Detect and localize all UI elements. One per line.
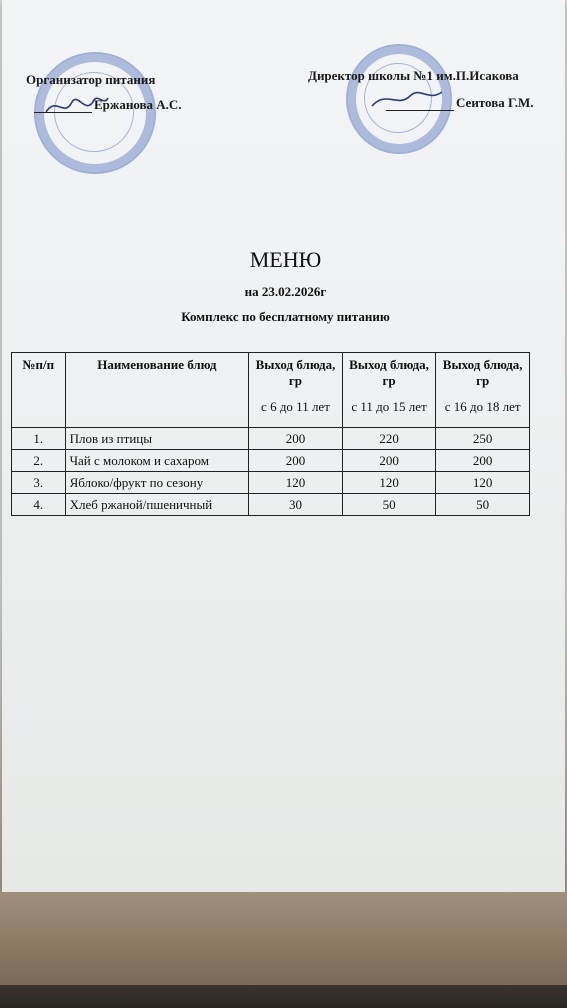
organizer-name: Ержанова А.С. [94, 97, 182, 112]
page-title: МЕНЮ [249, 247, 322, 272]
table-row [12, 428, 530, 450]
table-row [12, 450, 530, 472]
portion-16-18: 250 [436, 428, 530, 450]
portion-16-18: 200 [436, 450, 530, 472]
organizer-sign-line [34, 112, 92, 113]
director-name: Сеитова Г.М. [456, 95, 534, 110]
portion-16-18: 120 [436, 472, 530, 494]
row-num: 2. [12, 450, 66, 472]
document-page [2, 0, 565, 892]
portion-11-15: 220 [342, 428, 436, 450]
row-num: 3. [12, 472, 66, 494]
col-header-out2 [342, 353, 436, 428]
col-header-out1-label: Выход блюда, гр [255, 357, 336, 388]
col-header-num: №п/п [12, 353, 66, 428]
portion-6-11: 200 [249, 428, 343, 450]
portion-6-11: 120 [249, 472, 343, 494]
menu-date: на 23.02.2026г [244, 284, 327, 299]
portion-6-11: 200 [249, 450, 343, 472]
director-sign-line [386, 110, 454, 111]
col-header-out1 [249, 353, 343, 428]
menu-table [11, 352, 530, 516]
organizer-title: Организатор питания [26, 72, 156, 87]
dish-name: Хлеб ржаной/пшеничный [65, 494, 249, 516]
table-row [12, 494, 530, 516]
dish-name: Плов из птицы [65, 428, 249, 450]
row-num: 4. [12, 494, 66, 516]
col-header-out3-label: Выход блюда, гр [442, 357, 523, 388]
portion-16-18: 50 [436, 494, 530, 516]
portion-11-15: 50 [342, 494, 436, 516]
col-header-out2-label: Выход блюда, гр [349, 357, 429, 388]
menu-subtitle: Комплекс по бесплатному питанию [181, 309, 390, 324]
col-header-out1-age: с 6 до 11 лет [261, 399, 330, 414]
table-header-row [12, 353, 530, 428]
dish-name: Чай с молоком и сахаром [65, 450, 249, 472]
portion-6-11: 30 [249, 494, 343, 516]
table-row [12, 472, 530, 494]
col-header-name: Наименование блюд [65, 353, 249, 428]
col-header-out2-age: с 11 до 15 лет [351, 399, 427, 414]
director-signature [368, 80, 448, 114]
dark-floor-strip [0, 985, 567, 1008]
portion-11-15: 200 [342, 450, 436, 472]
col-header-out3 [436, 353, 530, 428]
row-num: 1. [12, 428, 66, 450]
dish-name: Яблоко/фрукт по сезону [65, 472, 249, 494]
col-header-out3-age: с 16 до 18 лет [444, 399, 521, 414]
portion-11-15: 120 [342, 472, 436, 494]
director-title: Директор школы №1 им.П.Исакова [308, 68, 519, 83]
